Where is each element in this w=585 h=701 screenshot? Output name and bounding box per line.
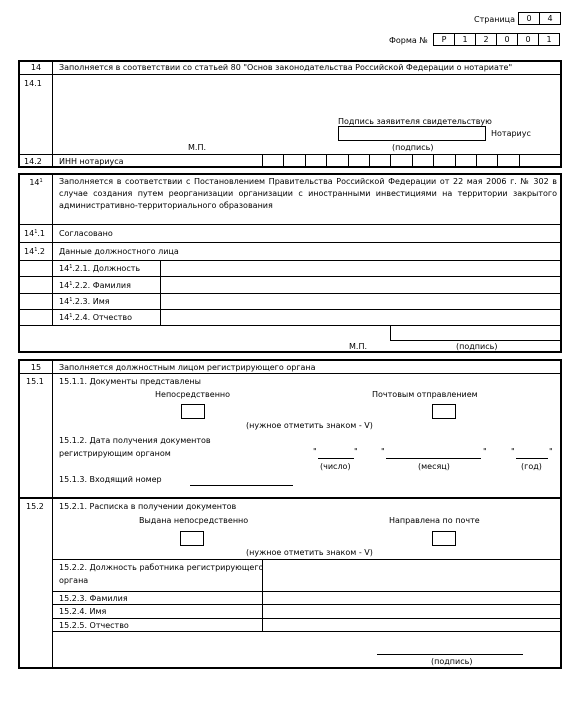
s15-patronymic-label: 15.2.5. Отчество: [59, 621, 129, 630]
s15-surname-label: 15.2.3. Фамилия: [59, 594, 128, 603]
s15-surname-field[interactable]: [263, 592, 560, 604]
s15-patronymic-field[interactable]: [263, 619, 560, 631]
checkbox-issued[interactable]: [180, 531, 204, 546]
s14a-number: $14^1$: [29, 178, 43, 187]
s14-title: Заполняется в соответствии со статьей 80 "Основ законодательства Российской Федерации о нотариате": [59, 63, 513, 72]
s15-1-number: 15.1: [26, 377, 44, 386]
form-label: Форма №: [389, 36, 428, 45]
quote-close-year: ": [549, 447, 553, 456]
mark-hint-1: (нужное отметить знаком - V): [246, 421, 373, 430]
form-digit-2[interactable]: 1: [454, 33, 476, 46]
pos-label-line-2: органа: [59, 576, 89, 585]
date-label-line-2: регистрирующим органом: [59, 449, 171, 458]
quote-open-month: ": [381, 447, 385, 456]
s15-2-number: 15.2: [26, 502, 44, 511]
year-caption: (год): [521, 462, 542, 471]
s14a-text: Заполняется в соответствии с Постановлением Правительства Российской Федерации от 22 мая 2006 г. № 302 в случае создания путем реорганизации организации с иностранными инвестициями на территории закрытого административно-территориального образования: [59, 177, 557, 210]
s14a-item-patronymic: $14^1.2.4$. Отчество: [59, 313, 132, 322]
s14-sign-label: (подпись): [392, 143, 434, 152]
incoming-number-field[interactable]: [190, 485, 293, 486]
s15-title: Заполняется должностным лицом регистрирующего органа: [59, 363, 316, 372]
s15-docs-label: 15.1.1. Документы представлены: [59, 377, 201, 386]
form-digit-1[interactable]: Р: [433, 33, 455, 46]
s15-name-field[interactable]: [263, 605, 560, 618]
s14a-2-number: $14^1.2$: [24, 247, 46, 256]
s14-inn-label: ИНН нотариуса: [59, 157, 124, 166]
s14a-item-surname: $14^1.2.2$. Фамилия: [59, 281, 131, 290]
checkbox-sent[interactable]: [432, 531, 456, 546]
s14a-1-number: $14^1.1$: [24, 229, 46, 238]
year-field[interactable]: [516, 458, 548, 459]
s15-name-label: 15.2.4. Имя: [59, 607, 107, 616]
page-label: Страница: [474, 15, 516, 24]
s15-position-field[interactable]: [263, 560, 560, 591]
s15-sign-label: (подпись): [431, 657, 473, 666]
position-field[interactable]: [161, 261, 560, 276]
page-digit-1[interactable]: 0: [518, 12, 540, 25]
name-field[interactable]: [161, 294, 560, 309]
s14-2-number: 14.2: [24, 157, 42, 166]
checkbox-mail[interactable]: [432, 404, 456, 419]
quote-close-month: ": [483, 447, 487, 456]
day-field[interactable]: [318, 458, 354, 459]
s14a-1-label: Согласовано: [59, 229, 113, 238]
s14-stamp-label: М.П.: [188, 143, 207, 152]
date-label-line-1: 15.1.2. Дата получения документов: [59, 436, 211, 445]
patronymic-field[interactable]: [161, 310, 560, 325]
quote-close-day: ": [354, 447, 358, 456]
s14a-signature-field[interactable]: [391, 326, 560, 340]
form-digit-4[interactable]: 0: [496, 33, 518, 46]
quote-open-day: ": [313, 447, 317, 456]
s14-notary-label: Нотариус: [491, 129, 531, 138]
pos-label-line-1: 15.2.2. Должность работника регистрирующего: [59, 563, 264, 572]
mark-hint-2: (нужное отметить знаком - V): [246, 548, 373, 557]
s15-signature-field[interactable]: [377, 654, 523, 655]
notary-signature-box[interactable]: [338, 126, 486, 141]
month-caption: (месяц): [418, 462, 450, 471]
opt-issued-label: Выдана непосредственно: [139, 516, 249, 525]
form-digit-5[interactable]: 0: [517, 33, 539, 46]
receipt-label: 15.2.1. Расписка в получении документов: [59, 502, 237, 511]
s14a-sign-label: (подпись): [456, 342, 498, 351]
form-digit-3[interactable]: 2: [475, 33, 497, 46]
s14a-2-label: Данные должностного лица: [59, 247, 179, 256]
incoming-label: 15.1.3. Входящий номер: [59, 475, 162, 484]
page-digit-2[interactable]: 4: [539, 12, 561, 25]
s14-1-number: 14.1: [24, 79, 42, 88]
opt-direct-label: Непосредственно: [155, 390, 231, 399]
s15-number: 15: [30, 363, 42, 372]
month-field[interactable]: [386, 458, 481, 459]
opt-mail-label: Почтовым отправлением: [372, 390, 478, 399]
checkbox-direct[interactable]: [181, 404, 205, 419]
s14-signature-caption: Подпись заявителя свидетельствую: [338, 117, 492, 126]
form-digit-6[interactable]: 1: [538, 33, 560, 46]
quote-open-year: ": [511, 447, 515, 456]
s14a-stamp-label: М.П.: [349, 342, 368, 351]
surname-field[interactable]: [161, 277, 560, 293]
s14a-item-name: $14^1.2.3$. Имя: [59, 297, 110, 306]
opt-sent-label: Направлена по почте: [389, 516, 480, 525]
s14a-item-position: $14^1.2.1$. Должность: [59, 264, 141, 273]
day-caption: (число): [320, 462, 351, 471]
s14-number: 14: [30, 63, 42, 72]
